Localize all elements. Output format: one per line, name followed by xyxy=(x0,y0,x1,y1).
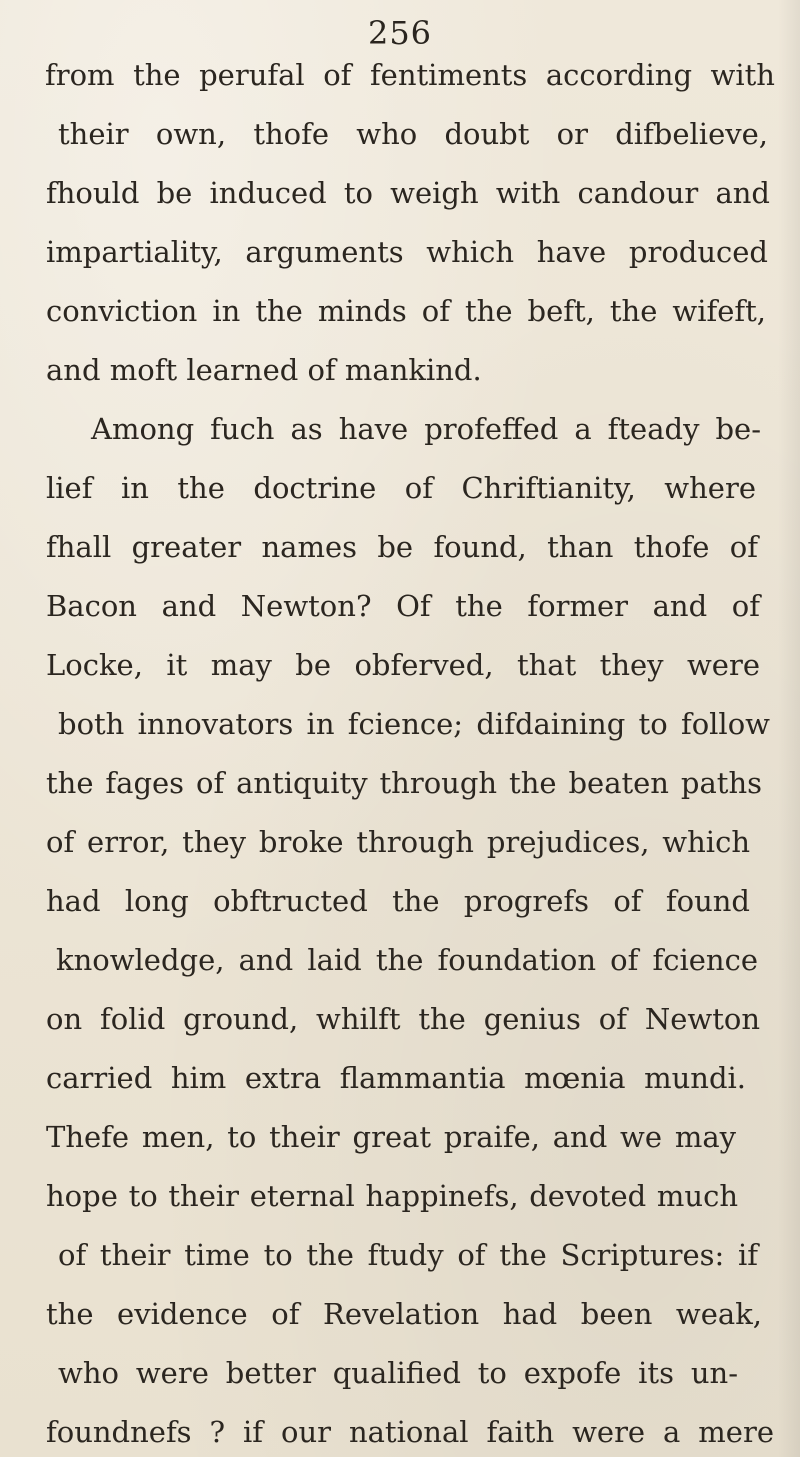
text-line-2: their own, thofe who doubt or difbelieve, xyxy=(58,117,768,151)
text-line-10: Bacon and Newton? Of the former and of xyxy=(46,589,760,623)
text-line-14: of error, they broke through prejudices, which xyxy=(46,825,750,859)
page-number: 256 xyxy=(367,14,433,52)
text-line-16: knowledge, and laid the foundation of fcience xyxy=(56,943,758,977)
text-line-18: carried him extra flammantia mœnia mundi. xyxy=(46,1061,746,1095)
text-line-11: Locke, it may be obferved, that they were xyxy=(46,648,760,682)
text-line-23: who were better qualified to expofe its un- xyxy=(58,1356,738,1390)
text-line-21: of their time to the ftudy of the Scriptures: if xyxy=(58,1238,758,1272)
page-edge-shadow xyxy=(778,0,800,1457)
text-line-24: foundnefs ? if our national faith were a mere xyxy=(46,1415,774,1449)
text-line-22: the evidence of Revelation had been weak, xyxy=(46,1297,762,1331)
text-line-15: had long obftructed the progrefs of found xyxy=(46,884,750,918)
text-line-8: lief in the doctrine of Chriftianity, where xyxy=(46,471,756,505)
text-line-3: fhould be induced to weigh with candour and xyxy=(46,176,770,210)
text-line-5: conviction in the minds of the beft, the wifeft, xyxy=(46,294,766,328)
text-line-6: and moft learned of mankind. xyxy=(46,353,482,387)
text-line-20: hope to their eternal happinefs, devoted much xyxy=(46,1179,738,1213)
text-line-1: from the perufal of fentiments according with xyxy=(45,58,775,92)
text-line-4: impartiality, arguments which have produced xyxy=(46,235,768,269)
text-line-12: both innovators in fcience; difdaining to follow xyxy=(58,707,770,741)
text-line-9: fhall greater names be found, than thofe of xyxy=(46,530,758,564)
text-line-7: Among fuch as have profeffed a fteady be- xyxy=(91,412,761,446)
text-line-17: on folid ground, whilft the genius of Newton xyxy=(46,1002,760,1036)
text-line-19: Thefe men, to their great praife, and we may xyxy=(46,1120,736,1154)
text-line-13: the fages of antiquity through the beaten paths xyxy=(46,766,762,800)
